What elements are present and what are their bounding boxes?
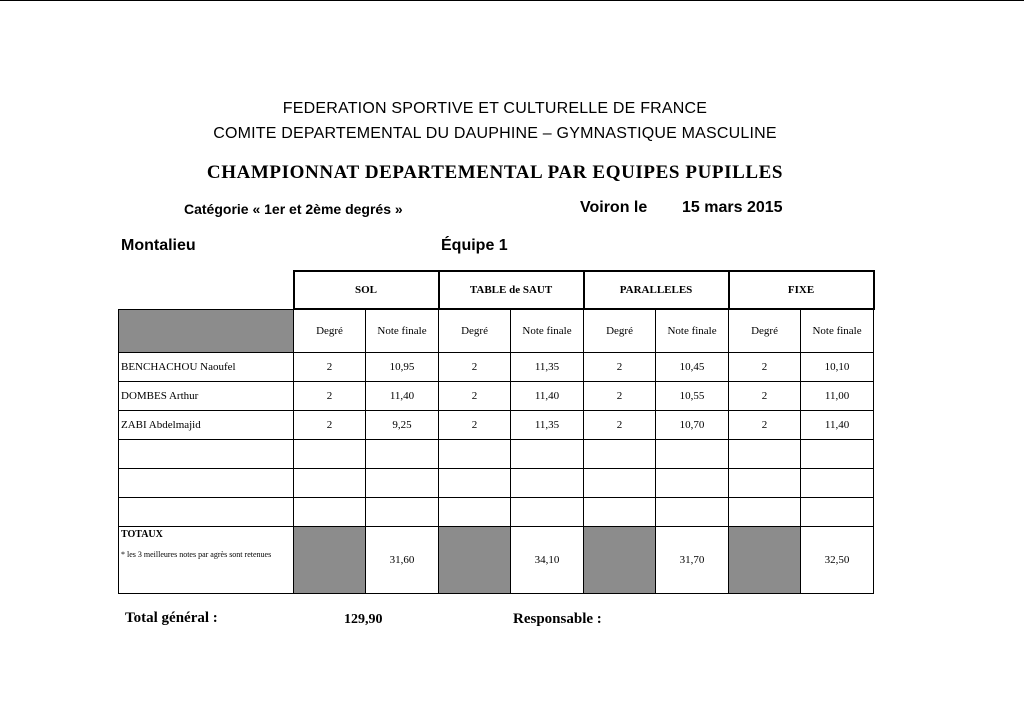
table-row (119, 411, 874, 440)
degree-cell (729, 469, 801, 498)
club-name: Montalieu (121, 237, 196, 254)
apparatus-fixe: FIXE (729, 271, 874, 309)
degree-cell: 2 (294, 411, 366, 440)
totals-grey-cell (584, 527, 656, 594)
responsible-label: Responsable : (513, 611, 602, 627)
grand-total-label: Total général : (125, 610, 218, 626)
gymnast-rows (119, 353, 874, 527)
event-date: 15 mars 2015 (682, 199, 783, 216)
score-cell (366, 498, 439, 527)
degree-cell (729, 498, 801, 527)
score-cell (801, 498, 874, 527)
apparatus-paralleles: PARALLELES (584, 271, 729, 309)
degree-cell (584, 498, 656, 527)
score-cell: 9,25 (366, 411, 439, 440)
scores-table (118, 270, 875, 594)
table-row (119, 469, 874, 498)
score-header: Note finale (511, 309, 584, 353)
page-title: CHAMPIONNAT DEPARTEMENTAL PAR EQUIPES PUPILLES (206, 162, 784, 183)
totals-grey-cell (294, 527, 366, 594)
degree-header: Degré (729, 309, 801, 353)
score-cell: 11,40 (511, 382, 584, 411)
gymnast-name: ZABI Abdelmajid (119, 411, 294, 440)
score-cell (656, 469, 729, 498)
degree-cell: 2 (729, 411, 801, 440)
degree-header: Degré (584, 309, 656, 353)
degree-cell (584, 469, 656, 498)
gymnast-name (119, 469, 294, 498)
total-table-de-saut: 34,10 (511, 527, 584, 594)
team-name: Équipe 1 (441, 237, 508, 254)
federation-name: FEDERATION SPORTIVE ET CULTURELLE DE FRANCE (282, 100, 708, 117)
committee-name: COMITE DEPARTEMENTAL DU DAUPHINE – GYMNASTIQUE MASCULINE (213, 125, 777, 142)
degree-cell: 2 (439, 382, 511, 411)
score-cell: 11,40 (366, 382, 439, 411)
degree-cell: 2 (584, 382, 656, 411)
score-cell (656, 498, 729, 527)
table-row (119, 440, 874, 469)
totals-label-cell (119, 527, 294, 594)
degree-cell (294, 498, 366, 527)
score-cell: 11,40 (801, 411, 874, 440)
degree-cell: 2 (294, 353, 366, 382)
score-cell (511, 469, 584, 498)
totals-row (119, 527, 874, 594)
table-row (119, 382, 874, 411)
place-label: Voiron le (580, 199, 648, 216)
gymnast-name: DOMBES Arthur (119, 382, 294, 411)
score-cell: 10,10 (801, 353, 874, 382)
total-paralleles: 31,70 (656, 527, 729, 594)
degree-cell (439, 498, 511, 527)
score-cell: 11,35 (511, 353, 584, 382)
table-row (119, 498, 874, 527)
degree-cell (584, 440, 656, 469)
score-header: Note finale (366, 309, 439, 353)
score-cell (801, 440, 874, 469)
header-blank-cell (119, 271, 294, 309)
degree-cell (294, 440, 366, 469)
score-cell: 11,35 (511, 411, 584, 440)
degree-cell: 2 (584, 411, 656, 440)
table-row (119, 353, 874, 382)
degree-cell (294, 469, 366, 498)
apparatus-sol: SOL (294, 271, 439, 309)
name-header-cell (119, 309, 294, 353)
score-cell (801, 469, 874, 498)
score-cell: 11,00 (801, 382, 874, 411)
degree-header: Degré (294, 309, 366, 353)
degree-cell: 2 (729, 353, 801, 382)
score-cell (366, 440, 439, 469)
score-cell: 10,95 (366, 353, 439, 382)
degree-cell (439, 440, 511, 469)
grand-total-value: 129,90 (344, 612, 383, 627)
degree-cell: 2 (439, 353, 511, 382)
degree-cell: 2 (294, 382, 366, 411)
degree-header: Degré (439, 309, 511, 353)
score-header: Note finale (801, 309, 874, 353)
totals-grey-cell (729, 527, 801, 594)
totals-grey-cell (439, 527, 511, 594)
category-label: Catégorie « 1er et 2ème degrés » (184, 201, 403, 217)
score-cell (366, 469, 439, 498)
total-sol: 31,60 (366, 527, 439, 594)
degree-cell: 2 (584, 353, 656, 382)
gymnast-name (119, 440, 294, 469)
degree-cell: 2 (729, 382, 801, 411)
total-fixe: 32,50 (801, 527, 874, 594)
degree-cell (729, 440, 801, 469)
score-cell (511, 498, 584, 527)
apparatus-table-de-saut: TABLE de SAUT (439, 271, 584, 309)
score-cell: 10,45 (656, 353, 729, 382)
score-cell: 10,70 (656, 411, 729, 440)
score-header: Note finale (656, 309, 729, 353)
sub-header-row (119, 309, 874, 353)
degree-cell: 2 (439, 411, 511, 440)
totals-note: * les 3 meilleures notes par agrès sont retenues (121, 550, 272, 559)
score-cell (511, 440, 584, 469)
gymnast-name (119, 498, 294, 527)
score-cell (656, 440, 729, 469)
apparatus-header-row (119, 271, 874, 309)
gymnast-name: BENCHACHOU Naoufel (119, 353, 294, 382)
top-border-line (0, 0, 1024, 1)
totals-label: TOTAUX (121, 529, 163, 540)
degree-cell (439, 469, 511, 498)
score-cell: 10,55 (656, 382, 729, 411)
